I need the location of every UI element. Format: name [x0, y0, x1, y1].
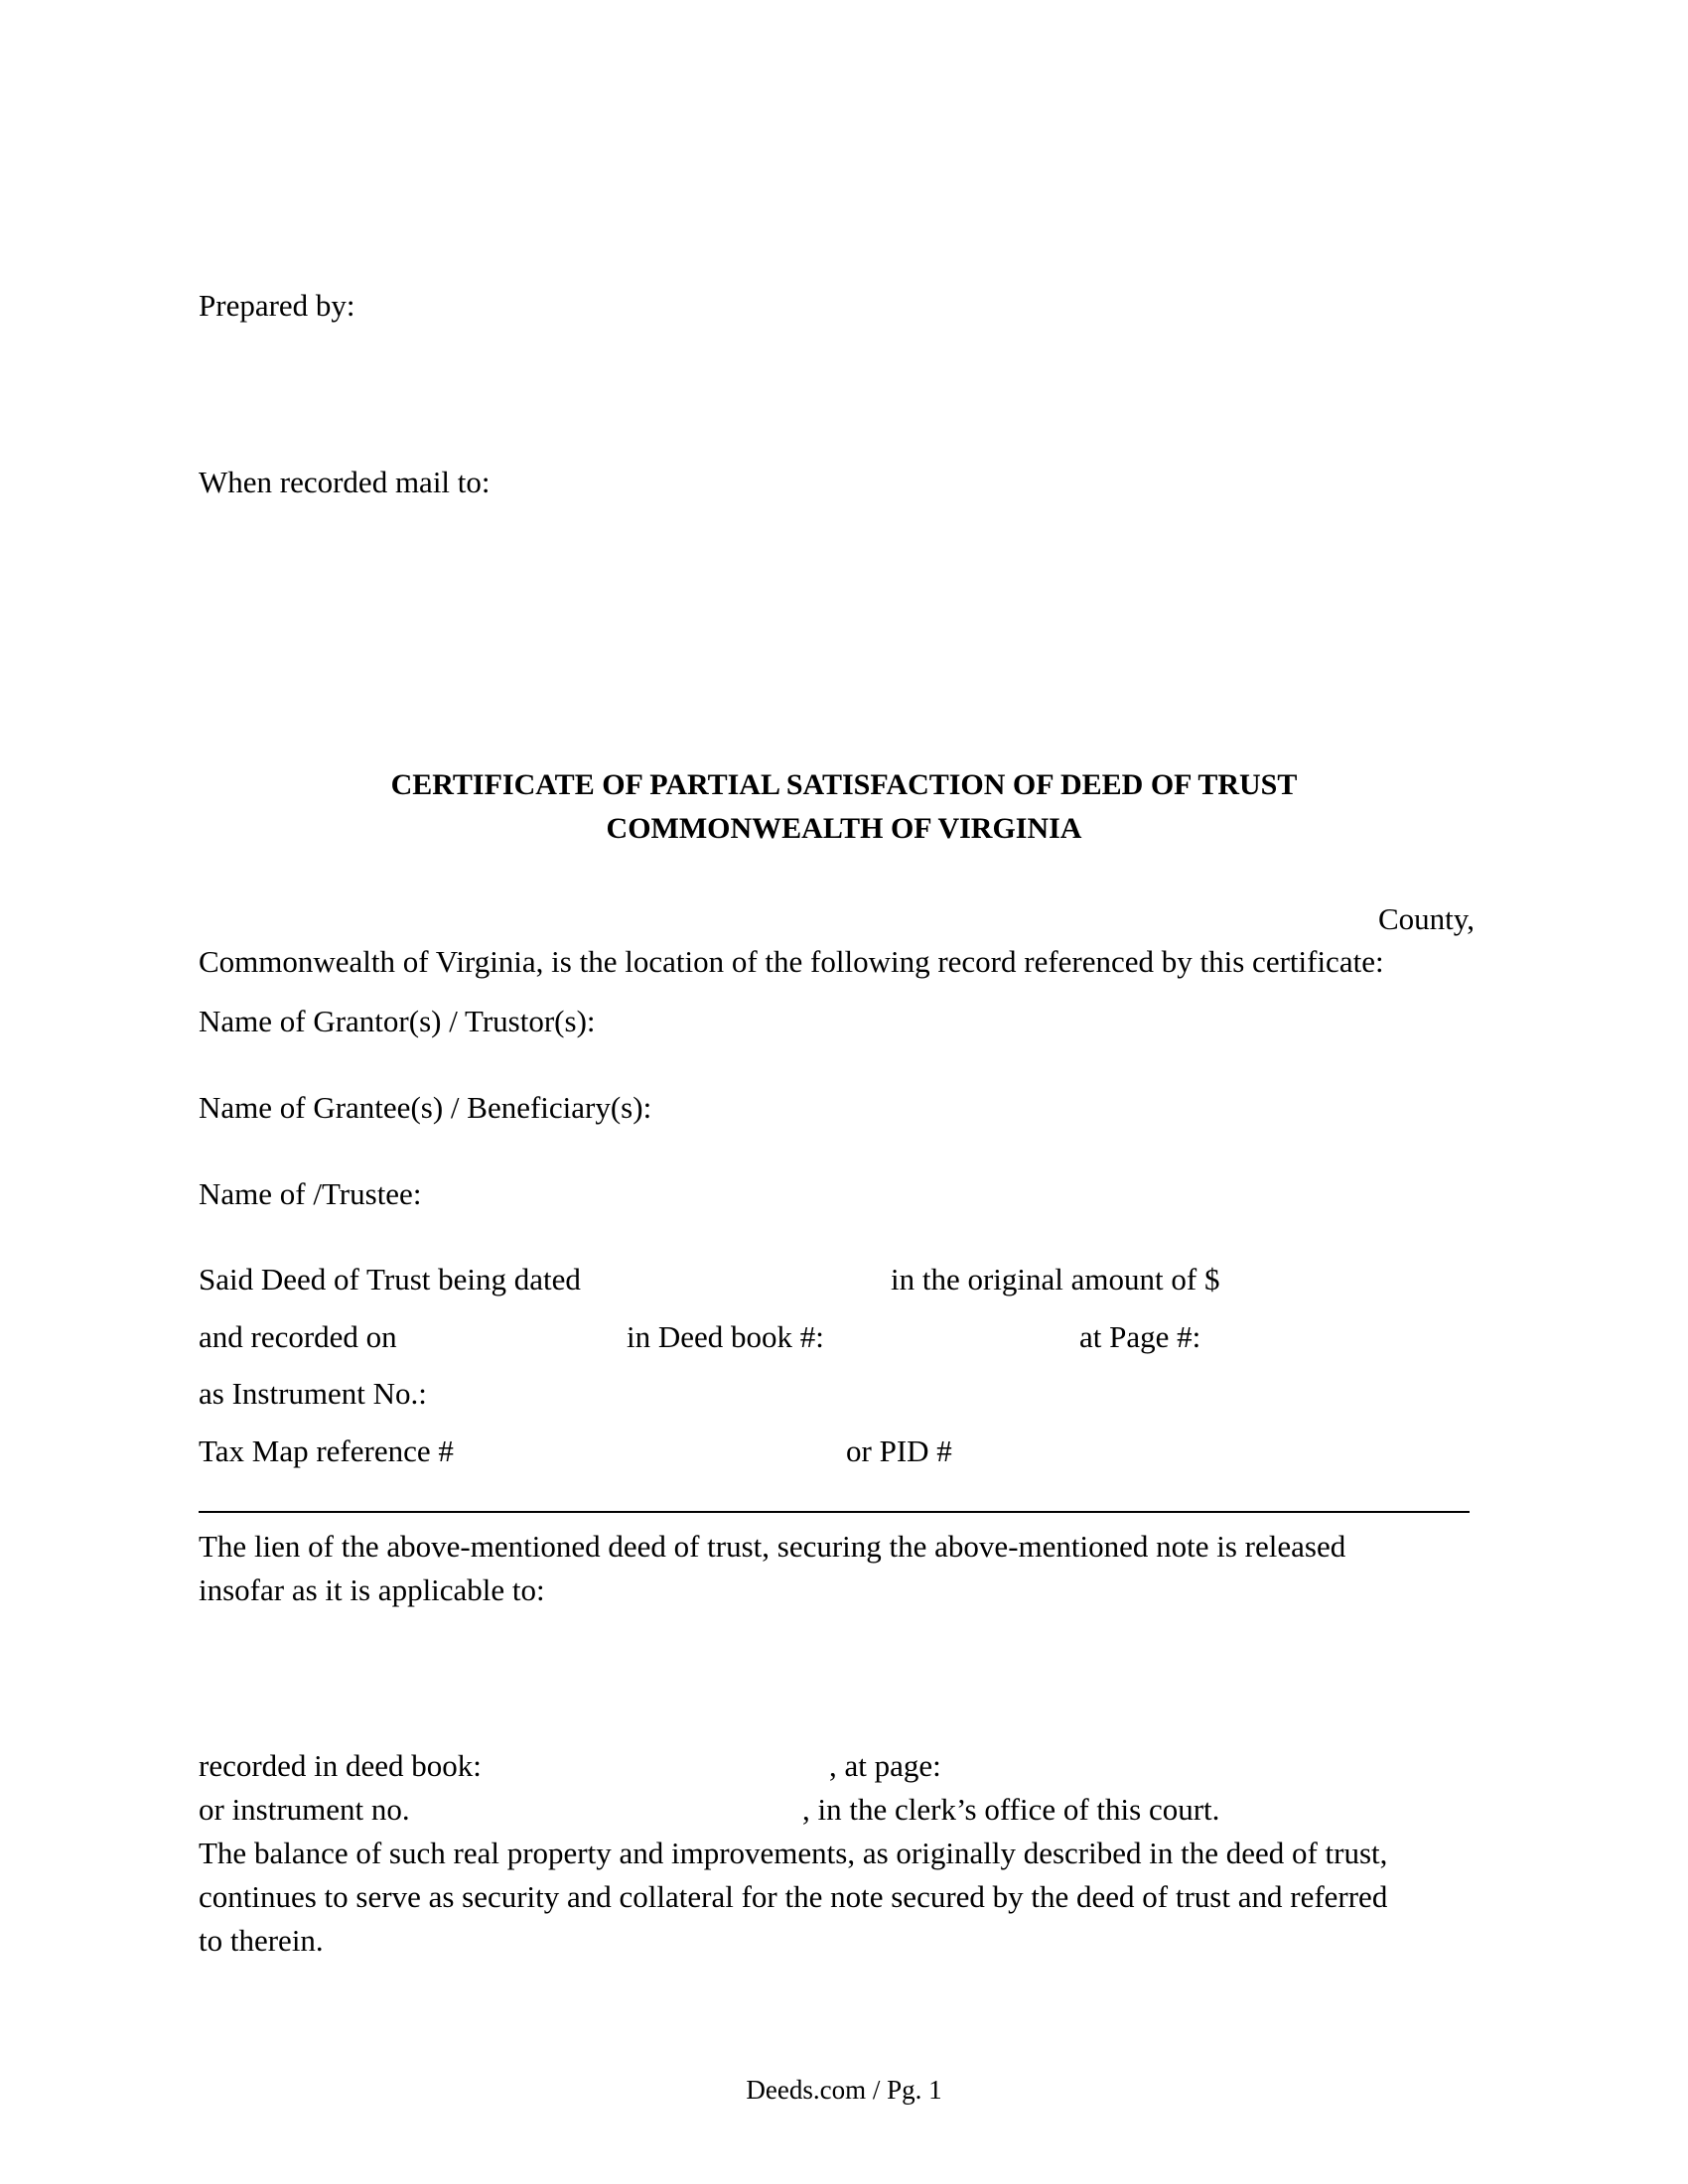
mail-to-label: When recorded mail to: [199, 465, 491, 499]
clerk-office-text: , in the clerk’s office of this court. [802, 1792, 1220, 1827]
release-text-line1: The lien of the above-mentioned deed of trust, securing the above-mentioned note is released [199, 1529, 1346, 1564]
amount-label: in the original amount of $ [891, 1262, 1220, 1297]
location-statement: Commonwealth of Virginia, is the location of the following record referenced by this certificate: [199, 944, 1384, 979]
prepared-by-label: Prepared by: [199, 288, 355, 323]
recorded-on-label: and recorded on [199, 1319, 397, 1354]
trustee-label: Name of /Trustee: [199, 1176, 422, 1211]
page-label: at Page #: [1079, 1319, 1201, 1354]
document-subtitle: COMMONWEALTH OF VIRGINIA [606, 812, 1082, 845]
grantor-label: Name of Grantor(s) / Trustor(s): [199, 1004, 596, 1038]
balance-text-line2: continues to serve as security and collateral for the note secured by the deed of trust and referred [199, 1879, 1388, 1914]
release-at-page-label: , at page: [829, 1748, 941, 1783]
release-deed-book-label: recorded in deed book: [199, 1748, 482, 1783]
dated-label: Said Deed of Trust being dated [199, 1262, 581, 1297]
tax-map-label: Tax Map reference # [199, 1433, 454, 1468]
page-footer: Deeds.com / Pg. 1 [746, 2075, 942, 2105]
pid-label: or PID # [846, 1433, 952, 1468]
balance-text-line3: to therein. [199, 1923, 324, 1958]
section-divider [199, 1511, 1470, 1513]
document-title: CERTIFICATE OF PARTIAL SATISFACTION OF DEED OF TRUST [390, 768, 1298, 801]
county-label: County, [1378, 901, 1476, 936]
balance-text-line1: The balance of such real property and improvements, as originally described in the deed of trust, [199, 1836, 1388, 1870]
grantee-label: Name of Grantee(s) / Beneficiary(s): [199, 1090, 652, 1125]
release-instrument-label: or instrument no. [199, 1792, 410, 1827]
release-text-line2: insofar as it is applicable to: [199, 1572, 545, 1607]
instrument-label: as Instrument No.: [199, 1376, 427, 1411]
deed-book-label: in Deed book #: [627, 1319, 824, 1354]
